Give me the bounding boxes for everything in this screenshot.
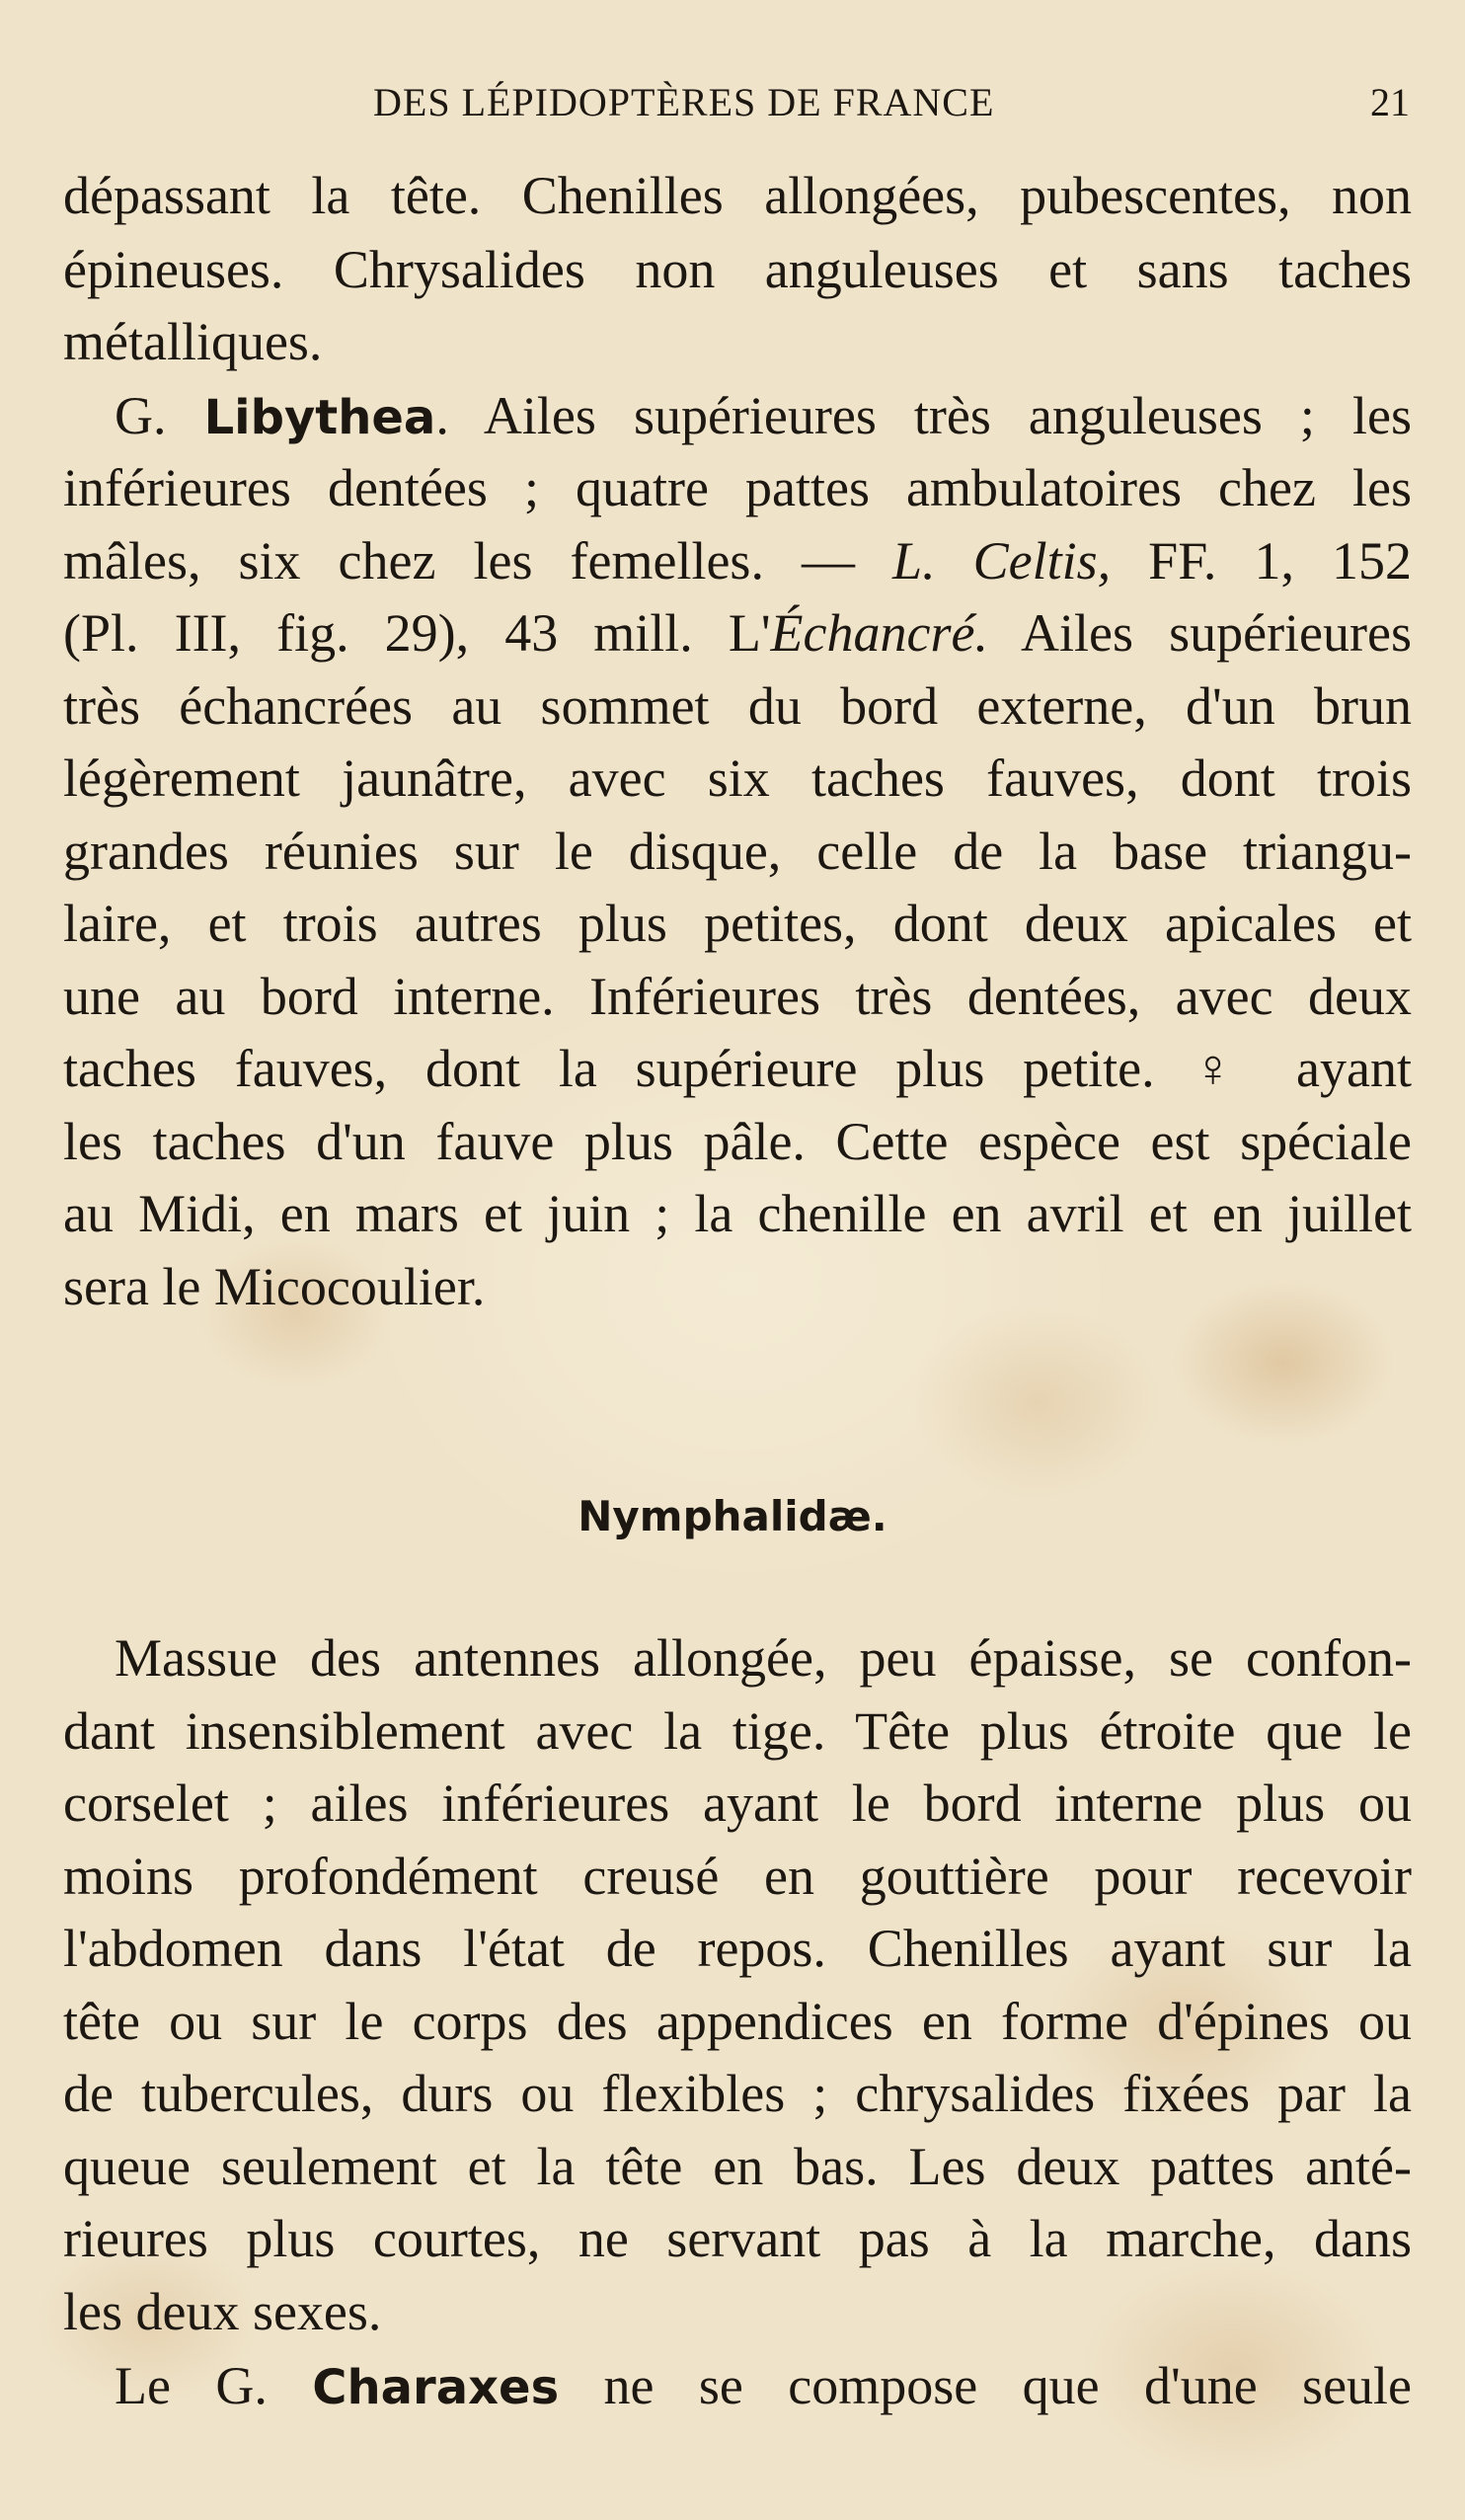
text-line: rieures plus courtes, ne servant pas à la marche, dans bbox=[63, 2209, 1412, 2268]
running-title: DES LÉPIDOPTÈRES DE FRANCE bbox=[373, 80, 995, 124]
text-line: très échancrées au sommet du bord externe, d'un brun bbox=[63, 676, 1412, 736]
charaxes-heading-line bbox=[63, 2350, 1412, 2421]
running-header bbox=[373, 79, 1410, 138]
text-line: métalliques. bbox=[63, 312, 323, 371]
reference: FF. 1, 152 bbox=[1111, 531, 1412, 591]
common-name: Échancré. bbox=[770, 603, 988, 663]
species-name: L. Celtis, bbox=[892, 531, 1112, 591]
text-line: moins profondément creusé en gouttière pour recevoir bbox=[63, 1847, 1412, 1906]
genus-name-charaxes: Charaxes bbox=[312, 2360, 560, 2415]
text-line: les deux sexes. bbox=[63, 2282, 382, 2341]
text-span: Ailes supérieures bbox=[987, 603, 1412, 663]
genus-prefix: Le G. bbox=[115, 2356, 268, 2415]
common-name-line bbox=[63, 597, 1412, 669]
genus-name-libythea: Libythea bbox=[203, 390, 436, 445]
text-line: de tubercules, durs ou flexibles ; chrysalides fixées par la bbox=[63, 2064, 1412, 2123]
text-line: corselet ; ailes inférieures ayant le bord interne plus ou bbox=[63, 1773, 1412, 1833]
section-title-nymphalidae: Nymphalidæ. bbox=[578, 1492, 887, 1540]
text-span: mâles, six chez les femelles. — bbox=[63, 531, 893, 591]
text-line: l'abdomen dans l'état de repos. Chenilles ayant sur la bbox=[63, 1919, 1412, 1978]
text-line: les taches d'un fauve plus pâle. Cette espèce est spéciale bbox=[63, 1112, 1412, 1171]
genus-prefix: G. bbox=[115, 386, 167, 445]
text-line: une au bord interne. Inférieures très dentées, avec deux bbox=[63, 967, 1412, 1026]
text-span: . Ailes supérieures très anguleuses ; les bbox=[435, 386, 1412, 445]
text-line: inférieures dentées ; quatre pattes ambulatoires chez les bbox=[63, 458, 1412, 517]
text-span: ne se compose que d'une seule bbox=[559, 2356, 1413, 2415]
text-line: taches fauves, dont la supérieure plus petite. ♀ ayant bbox=[63, 1039, 1412, 1098]
text-line: queue seulement et la tête en bas. Les deux pattes anté- bbox=[63, 2137, 1412, 2196]
text-line: épineuses. Chrysalides non anguleuses et sans taches bbox=[63, 240, 1412, 299]
species-line bbox=[63, 525, 1412, 596]
text-line: sera le Micocoulier. bbox=[63, 1257, 486, 1316]
text-line: légèrement jaunâtre, avec six taches fauves, dont trois bbox=[63, 748, 1412, 808]
text-line: au Midi, en mars et juin ; la chenille en avril et en juillet bbox=[63, 1184, 1412, 1243]
text-line: tête ou sur le corps des appendices en forme d'épines ou bbox=[63, 1992, 1412, 2051]
text-span: (Pl. III, fig. 29), 43 mill. L' bbox=[63, 603, 771, 663]
page-number: 21 bbox=[1370, 80, 1410, 124]
text-line: dant insensiblement avec la tige. Tête plus étroite que le bbox=[63, 1701, 1412, 1761]
text-line: grandes réunies sur le disque, celle de la base triangu- bbox=[63, 822, 1412, 881]
text-line: Massue des antennes allongée, peu épaisse, se confon- bbox=[115, 1628, 1412, 1688]
libythea-heading-line bbox=[63, 380, 1412, 451]
text-line: laire, et trois autres plus petites, dont deux apicales et bbox=[63, 894, 1412, 953]
text-line: dépassant la tête. Chenilles allongées, pubescentes, non bbox=[63, 166, 1412, 225]
